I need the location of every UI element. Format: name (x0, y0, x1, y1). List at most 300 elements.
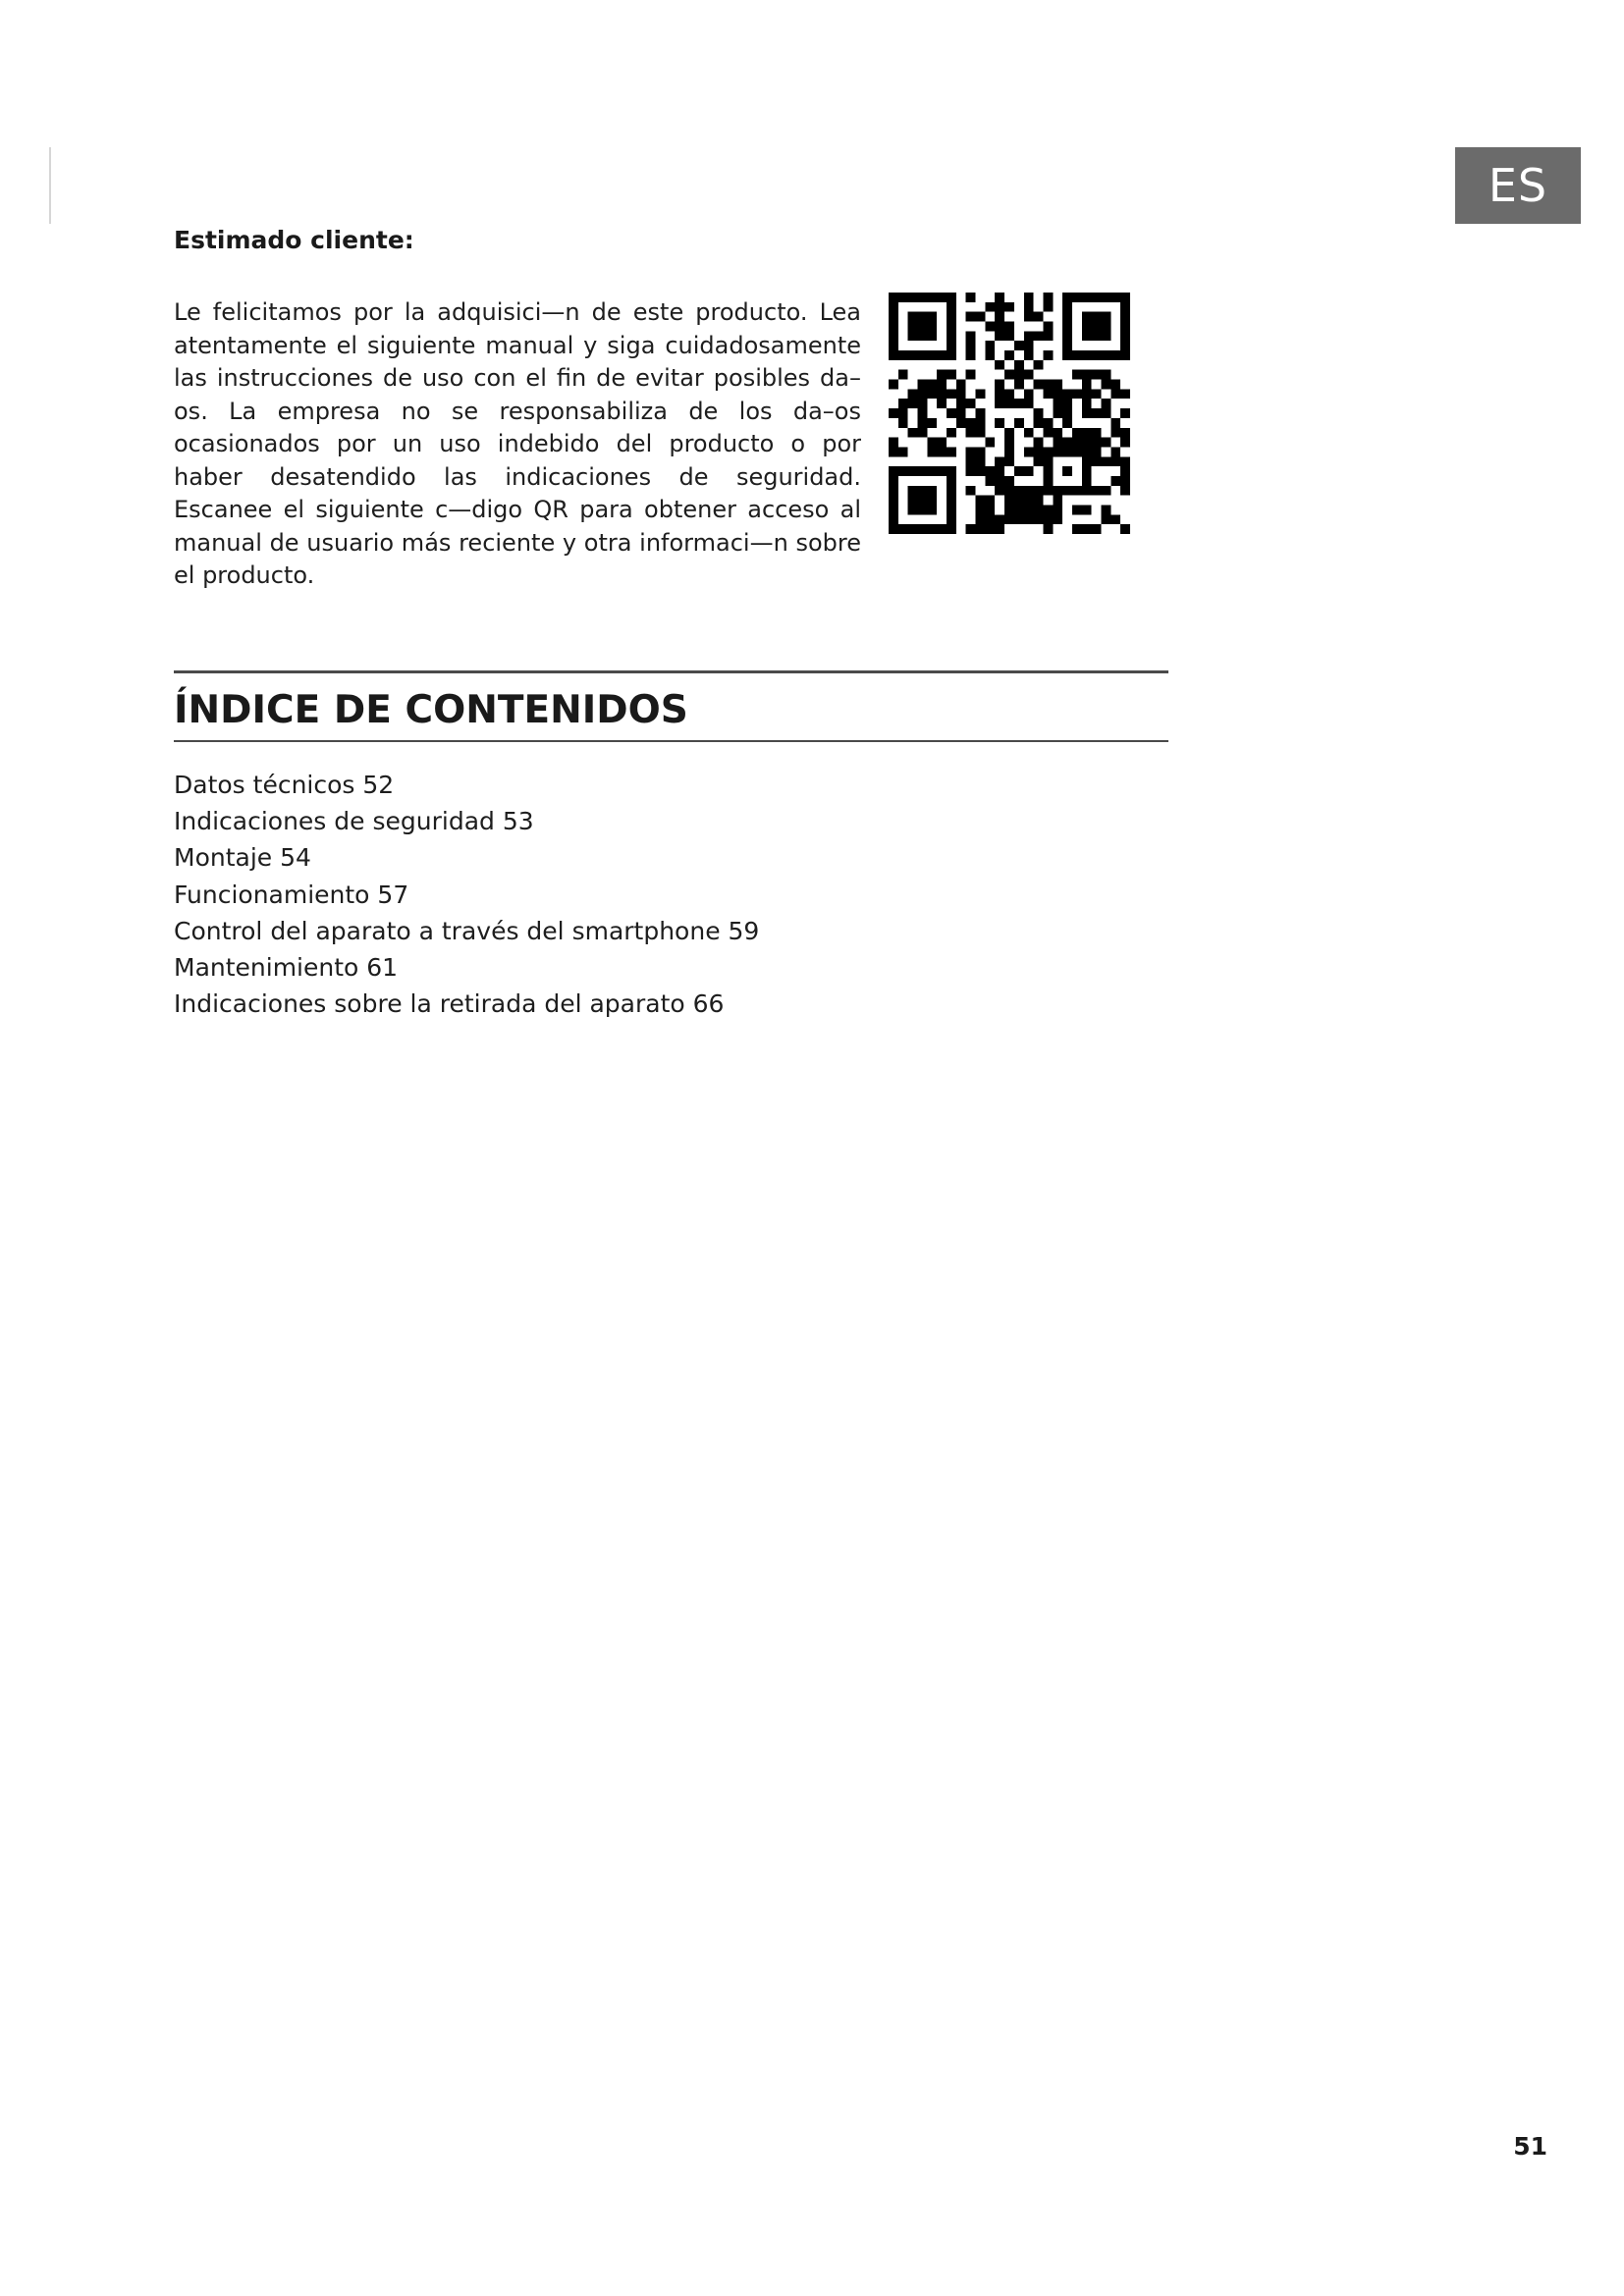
qr-module (976, 466, 986, 476)
qr-module (985, 438, 995, 448)
qr-module (918, 293, 928, 302)
qr-module (1043, 456, 1053, 466)
qr-module (1082, 466, 1092, 476)
qr-module (1072, 370, 1082, 380)
qr-module (1082, 476, 1092, 486)
qr-module (1014, 505, 1024, 514)
qr-module (1062, 399, 1072, 408)
qr-module (966, 331, 976, 341)
qr-module (1062, 312, 1072, 322)
qr-module (927, 438, 937, 448)
toc-rule-bottom (174, 740, 1168, 742)
qr-module (995, 380, 1004, 390)
qr-module (985, 476, 995, 486)
qr-module (927, 293, 937, 302)
qr-module (927, 331, 937, 341)
qr-module (1004, 350, 1014, 360)
toc-item[interactable]: Montaje 54 (174, 843, 311, 873)
qr-module (947, 341, 956, 350)
qr-module (1110, 447, 1120, 456)
qr-module (1053, 438, 1062, 448)
qr-module (927, 312, 937, 322)
qr-module (1024, 447, 1034, 456)
qr-module (1101, 293, 1110, 302)
toc-item[interactable]: Mantenimiento 61 (174, 953, 399, 983)
qr-module (908, 505, 918, 514)
qr-module (918, 322, 928, 332)
qr-module (985, 466, 995, 476)
qr-module (1072, 293, 1082, 302)
qr-module (927, 466, 937, 476)
qr-module (956, 408, 966, 418)
qr-module (976, 389, 986, 399)
qr-module (889, 312, 898, 322)
qr-module (1053, 428, 1062, 438)
qr-module (985, 322, 995, 332)
qr-module (1101, 505, 1110, 514)
qr-module (995, 399, 1004, 408)
qr-module (1024, 370, 1034, 380)
qr-module (1072, 505, 1082, 514)
qr-module (1062, 389, 1072, 399)
qr-module (1092, 438, 1102, 448)
qr-module (1014, 399, 1024, 408)
qr-module (995, 293, 1004, 302)
qr-module (1043, 418, 1053, 428)
toc-item[interactable]: Funcionamiento 57 (174, 880, 409, 909)
qr-module (937, 399, 947, 408)
qr-module (1072, 389, 1082, 399)
qr-module (1034, 486, 1044, 496)
qr-module (1082, 408, 1092, 418)
qr-module (1053, 486, 1062, 496)
qr-module (908, 312, 918, 322)
qr-module (947, 322, 956, 332)
qr-module (966, 312, 976, 322)
qr-module (1053, 408, 1062, 418)
qr-module (956, 380, 966, 390)
qr-module (1014, 514, 1024, 524)
qr-module (1120, 341, 1130, 350)
qr-module (889, 505, 898, 514)
qr-module (1092, 293, 1102, 302)
qr-module (1034, 496, 1044, 506)
qr-module (1120, 524, 1130, 534)
qr-module (1004, 447, 1014, 456)
toc-item[interactable]: Control del aparato a través del smartphone 59 (174, 916, 760, 945)
qr-module (1110, 293, 1120, 302)
qr-module (1072, 524, 1082, 534)
qr-module (1043, 380, 1053, 390)
qr-module (1092, 456, 1102, 466)
qr-module (1062, 447, 1072, 456)
qr-module (1110, 350, 1120, 360)
qr-module (889, 514, 898, 524)
qr-module (1092, 408, 1102, 418)
qr-module (1120, 293, 1130, 302)
qr-module (1120, 428, 1130, 438)
qr-module (956, 389, 966, 399)
qr-module (1092, 486, 1102, 496)
qr-module (1082, 370, 1092, 380)
toc-item[interactable]: Indicaciones sobre la retirada del aparato 66 (174, 989, 725, 1019)
qr-module (1082, 312, 1092, 322)
intro-paragraph: Le felicitamos por la adquisici—n de este producto. Lea atentamente el siguiente manual y siga cuidadosamente las instrucciones de uso con el fin de evitar posibles da–os. La empresa no se responsabiliza de los da–os ocasionados por un uso indebido del producto o por haber desatendido las indicaciones de seguridad. Escanee el siguiente c—digo QR para obtener acceso al manual de usuario más reciente y otra informaci—n sobre el producto. (174, 298, 861, 589)
qr-module (1082, 438, 1092, 448)
qr-module (1082, 350, 1092, 360)
qr-module (1004, 514, 1014, 524)
qr-module (937, 447, 947, 456)
qr-module (927, 447, 937, 456)
qr-module (1043, 293, 1053, 302)
qr-module (1110, 389, 1120, 399)
qr-module (908, 389, 918, 399)
qr-module (1062, 486, 1072, 496)
qr-module (966, 341, 976, 350)
qr-module (1062, 408, 1072, 418)
qr-module (1004, 428, 1014, 438)
qr-module (889, 331, 898, 341)
qr-module (1004, 399, 1014, 408)
qr-module (1043, 486, 1053, 496)
qr-module (1053, 496, 1062, 506)
qr-module (918, 418, 928, 428)
qr-module (937, 524, 947, 534)
margin-rule (49, 147, 51, 224)
qr-module (1110, 456, 1120, 466)
qr-module (1062, 331, 1072, 341)
qr-module (1101, 399, 1110, 408)
qr-module (1014, 360, 1024, 370)
qr-module (976, 312, 986, 322)
qr-module (918, 505, 928, 514)
qr-module (898, 466, 908, 476)
qr-module (1014, 466, 1024, 476)
qr-module (1120, 456, 1130, 466)
qr-module (1072, 486, 1082, 496)
qr-module (908, 466, 918, 476)
qr-module (889, 322, 898, 332)
qr-module (1034, 380, 1044, 390)
qr-module (1034, 438, 1044, 448)
qr-module (947, 447, 956, 456)
qr-module (966, 399, 976, 408)
toc-item[interactable]: Indicaciones de seguridad 53 (174, 807, 534, 836)
qr-module (889, 476, 898, 486)
qr-module (1024, 331, 1034, 341)
qr-module (985, 524, 995, 534)
qr-module (1034, 456, 1044, 466)
qr-module (947, 408, 956, 418)
qr-module (966, 486, 976, 496)
qr-module (908, 428, 918, 438)
qr-module (995, 418, 1004, 428)
qr-module (1034, 418, 1044, 428)
qr-module (927, 486, 937, 496)
qr-module (1034, 514, 1044, 524)
qr-module (1101, 331, 1110, 341)
qr-module (1004, 438, 1014, 448)
qr-module (927, 350, 937, 360)
qr-module (1024, 486, 1034, 496)
qr-module (918, 312, 928, 322)
qr-module (889, 302, 898, 312)
qr-module (937, 293, 947, 302)
qr-module (937, 466, 947, 476)
qr-module (1101, 380, 1110, 390)
qr-module (1004, 370, 1014, 380)
qr-module (1024, 428, 1034, 438)
qr-module (937, 380, 947, 390)
qr-module (1024, 293, 1034, 302)
qr-module (976, 456, 986, 466)
qr-module (976, 505, 986, 514)
qr-module (889, 447, 898, 456)
qr-module (1024, 302, 1034, 312)
qr-module (918, 380, 928, 390)
qr-module (1053, 380, 1062, 390)
qr-module (1120, 322, 1130, 332)
qr-module (947, 370, 956, 380)
qr-module (947, 312, 956, 322)
qr-module (995, 322, 1004, 332)
qr-module (908, 293, 918, 302)
qr-module (976, 447, 986, 456)
qr-module (1043, 350, 1053, 360)
toc-list (174, 767, 759, 1022)
qr-module (1024, 399, 1034, 408)
qr-module (1043, 447, 1053, 456)
qr-module (1043, 476, 1053, 486)
qr-module (985, 496, 995, 506)
qr-module (1120, 476, 1130, 486)
qr-module (1101, 350, 1110, 360)
qr-module (966, 447, 976, 456)
qr-module (1101, 312, 1110, 322)
qr-module (966, 466, 976, 476)
qr-module (976, 418, 986, 428)
qr-module (1004, 331, 1014, 341)
qr-module (1034, 408, 1044, 418)
qr-module (1024, 341, 1034, 350)
qr-module (1024, 466, 1034, 476)
qr-module (1024, 350, 1034, 360)
qr-module (918, 496, 928, 506)
qr-module (1043, 389, 1053, 399)
qr-module (995, 360, 1004, 370)
qr-module (1082, 399, 1092, 408)
qr-module (976, 514, 986, 524)
qr-module (1043, 428, 1053, 438)
qr-module (927, 418, 937, 428)
qr-module (1043, 322, 1053, 332)
qr-module (1014, 418, 1024, 428)
qr-module (947, 350, 956, 360)
qr-module (927, 505, 937, 514)
qr-module (956, 399, 966, 408)
qr-module (1004, 389, 1014, 399)
qr-module (1110, 428, 1120, 438)
qr-module (1082, 331, 1092, 341)
qr-module (985, 302, 995, 312)
qr-module (1110, 418, 1120, 428)
qr-module (889, 466, 898, 476)
qr-module (1092, 312, 1102, 322)
qr-module (995, 466, 1004, 476)
qr-module (1062, 302, 1072, 312)
qr-module (1053, 399, 1062, 408)
qr-module (1120, 302, 1130, 312)
qr-module (1062, 341, 1072, 350)
qr-module (947, 514, 956, 524)
qr-module (1082, 389, 1092, 399)
qr-module (918, 428, 928, 438)
qr-module (889, 408, 898, 418)
qr-module (1053, 514, 1062, 524)
qr-module (889, 438, 898, 448)
qr-module (995, 456, 1004, 466)
qr-module (947, 524, 956, 534)
qr-module (1004, 505, 1014, 514)
qr-module (1024, 514, 1034, 524)
qr-module (908, 496, 918, 506)
qr-module (1082, 428, 1092, 438)
qr-module (918, 350, 928, 360)
qr-module (1092, 322, 1102, 332)
qr-module (908, 331, 918, 341)
qr-module (937, 370, 947, 380)
qr-module (1082, 380, 1092, 390)
qr-module (918, 399, 928, 408)
qr-module (908, 350, 918, 360)
qr-module (947, 505, 956, 514)
qr-module (1120, 312, 1130, 322)
qr-module (1082, 293, 1092, 302)
qr-module (1024, 496, 1034, 506)
qr-module (995, 524, 1004, 534)
qr-module (898, 399, 908, 408)
language-tab: ES (1455, 147, 1581, 224)
qr-module (908, 399, 918, 408)
qr-module (1120, 331, 1130, 341)
qr-module (966, 293, 976, 302)
qr-module (889, 350, 898, 360)
qr-module (1024, 312, 1034, 322)
qr-module (918, 486, 928, 496)
qr-module (995, 302, 1004, 312)
qr-module (1110, 380, 1120, 390)
qr-module (937, 350, 947, 360)
toc-item[interactable]: Datos técnicos 52 (174, 771, 395, 799)
page-number: 51 (1513, 2132, 1547, 2161)
qr-module (995, 389, 1004, 399)
qr-module (995, 331, 1004, 341)
qr-module (898, 370, 908, 380)
qr-module (1014, 496, 1024, 506)
qr-module (995, 476, 1004, 486)
qr-module (908, 486, 918, 496)
qr-module (1062, 350, 1072, 360)
qr-module (1034, 360, 1044, 370)
qr-module (985, 350, 995, 360)
qr-module (1082, 486, 1092, 496)
qr-module (947, 331, 956, 341)
qr-module (1043, 302, 1053, 312)
qr-module (927, 496, 937, 506)
qr-module (1043, 505, 1053, 514)
qr-module (898, 350, 908, 360)
qr-module (1082, 505, 1092, 514)
qr-module (1034, 505, 1044, 514)
qr-module (1062, 438, 1072, 448)
qr-module (1014, 380, 1024, 390)
qr-module (927, 389, 937, 399)
qr-module (1120, 438, 1130, 448)
qr-module (1092, 428, 1102, 438)
qr-module (995, 312, 1004, 322)
qr-module (889, 524, 898, 534)
qr-module (1082, 456, 1092, 466)
qr-module (1101, 486, 1110, 496)
qr-module (927, 380, 937, 390)
qr-module (1101, 322, 1110, 332)
qr-module (1043, 524, 1053, 534)
qr-module (966, 370, 976, 380)
qr-module (1034, 447, 1044, 456)
qr-module (976, 428, 986, 438)
qr-module (1004, 486, 1014, 496)
qr-module (1101, 438, 1110, 448)
qr-module (985, 505, 995, 514)
qr-module (966, 418, 976, 428)
qr-module (908, 322, 918, 332)
qr-module (1082, 524, 1092, 534)
greeting-heading: Estimado cliente: (174, 226, 414, 254)
qr-module (947, 486, 956, 496)
qr-module (947, 466, 956, 476)
qr-module (1034, 312, 1044, 322)
qr-module (1120, 389, 1130, 399)
qr-module (1110, 514, 1120, 524)
toc-rule-top (174, 670, 1168, 673)
qr-module (1092, 331, 1102, 341)
qr-module (947, 428, 956, 438)
qr-module (1053, 389, 1062, 399)
qr-module (918, 408, 928, 418)
qr-module (1110, 476, 1120, 486)
qr-module (1092, 447, 1102, 456)
qr-module (1014, 370, 1024, 380)
qr-module (1043, 331, 1053, 341)
qr-module (889, 486, 898, 496)
qr-module (1014, 486, 1024, 496)
qr-module (1053, 505, 1062, 514)
qr-module (1062, 418, 1072, 428)
qr-module (1024, 389, 1034, 399)
qr-module (1062, 322, 1072, 332)
qr-module (1092, 370, 1102, 380)
qr-module (1101, 370, 1110, 380)
qr-module (1092, 350, 1102, 360)
qr-module (918, 389, 928, 399)
qr-module (947, 496, 956, 506)
qr-module (898, 293, 908, 302)
qr-module (918, 524, 928, 534)
qr-module (1053, 447, 1062, 456)
qr-module (1014, 341, 1024, 350)
qr-module (947, 293, 956, 302)
qr-module (966, 456, 976, 466)
